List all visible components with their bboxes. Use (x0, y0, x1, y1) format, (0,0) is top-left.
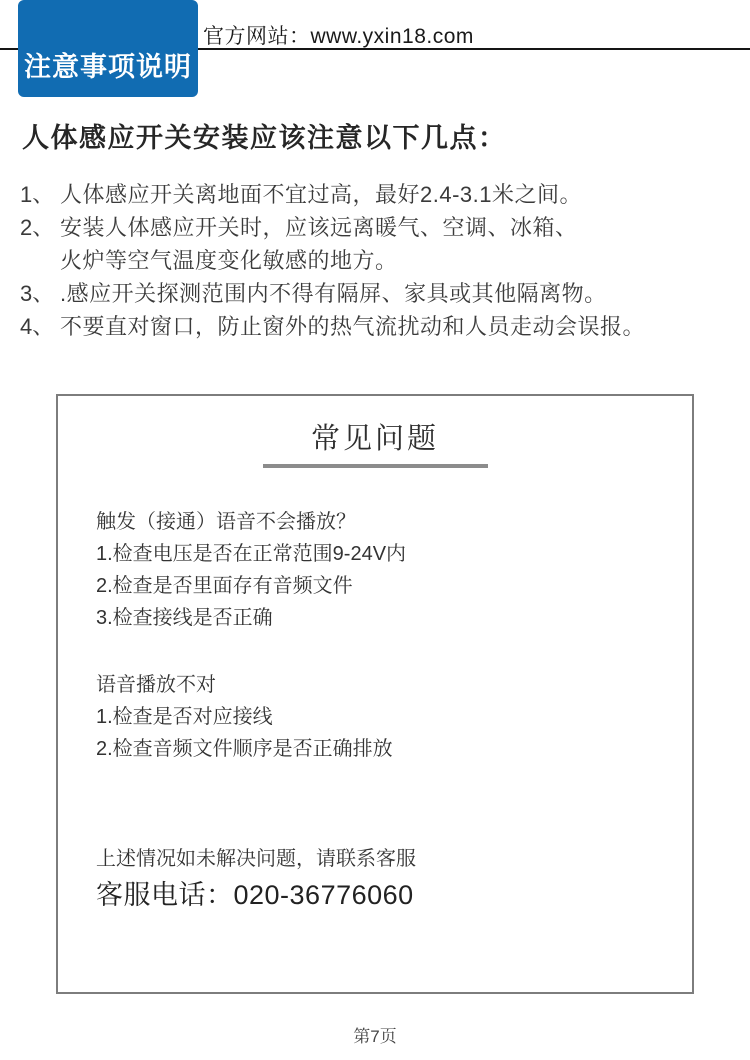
section-badge (18, 0, 198, 97)
section-badge-label: 注意事项说明 (24, 52, 192, 82)
note-item-1 (20, 178, 730, 211)
note-text-line-2: 火炉等空气温度变化敏感的地方。 (60, 248, 398, 273)
page-title: 人体感应开关安装应该注意以下几点： (22, 123, 507, 153)
contact-note: 上述情况如未解决问题，请联系客服 (96, 848, 416, 870)
faq-section-wrong-audio (58, 669, 692, 765)
faq-section-playback (58, 506, 692, 634)
note-item-3 (20, 277, 730, 310)
note-number: 3、 (20, 281, 55, 306)
page-number: 第7页 (353, 1027, 397, 1046)
faq-box (56, 394, 694, 994)
note-text: 人体感应开关离地面不宜过高，最好2.4-3.1米之间。 (60, 182, 582, 207)
faq-question: 语音播放不对 (96, 674, 216, 696)
contact-block (58, 843, 692, 913)
contact-phone: 客服电话：020-36776060 (96, 880, 414, 910)
note-item-4 (20, 310, 730, 343)
note-text: .感应开关探测范围内不得有隔屏、家具或其他隔离物。 (60, 281, 607, 306)
note-text: 不要直对窗口，防止窗外的热气流扰动和人员走动会误报。 (60, 314, 646, 339)
note-number: 4、 (20, 314, 55, 339)
faq-step: 2.检查是否里面存有音频文件 (96, 575, 353, 597)
faq-title-divider (263, 464, 488, 468)
faq-title: 常见问题 (310, 423, 439, 455)
installation-notes-list (20, 178, 730, 343)
note-text (60, 211, 730, 277)
note-number: 1、 (20, 182, 55, 207)
note-text-line-1: 安装人体感应开关时，应该远离暖气、空调、冰箱、 (60, 215, 578, 240)
faq-step: 1.检查是否对应接线 (96, 706, 273, 728)
faq-question: 触发（接通）语音不会播放？ (96, 511, 356, 533)
note-item-2 (20, 211, 730, 277)
note-number: 2、 (20, 215, 55, 240)
faq-step: 1.检查电压是否在正常范围9-24V内 (96, 543, 407, 565)
faq-step: 3.检查接线是否正确 (96, 607, 273, 629)
website-text: 官方网站：www.yxin18.com (203, 25, 474, 48)
faq-step: 2.检查音频文件顺序是否正确排放 (96, 738, 393, 760)
page-footer (0, 1022, 750, 1047)
